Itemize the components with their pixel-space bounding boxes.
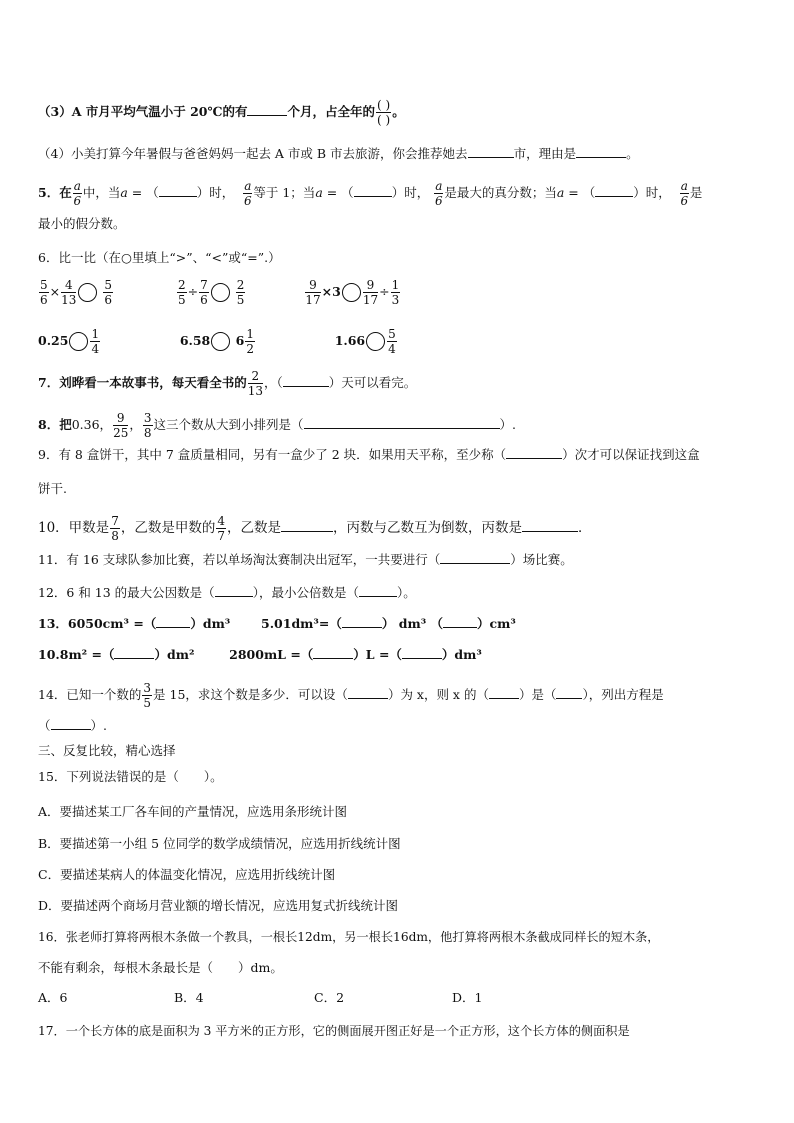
q9-line-1: 9．有 8 盒饼干，其中 7 盒质量相同，另有一盒少了 2 块．如果用天平称，至少称（ ）次才可以保证找到这盒 [38, 447, 700, 462]
q13-blank-1[interactable] [156, 616, 190, 628]
q16-line-2: 不能有剩余，每根木条最长是（ ）dm。 [38, 960, 283, 975]
compare-circle[interactable] [366, 332, 385, 351]
q5-blank-2[interactable] [354, 185, 392, 197]
q16-option-d[interactable]: D．1 [452, 990, 483, 1005]
q13-line-1: 13．6050cm³ =（ ）dm³ 5.01dm³=（ ） dm³ （ ）cm³ [38, 616, 516, 631]
q14-line-2: （ ）. [38, 718, 107, 733]
q13-blank-4[interactable] [114, 647, 154, 659]
q12-blank-2[interactable] [359, 585, 397, 597]
q15-option-c[interactable]: C．要描述某病人的体温变化情况，应选用折线统计图 [38, 867, 336, 882]
q10-blank-1[interactable] [281, 520, 333, 532]
q4-blank-1[interactable] [468, 146, 514, 158]
q13-blank-2[interactable] [342, 616, 382, 628]
q12-line: 12．6 和 13 的最大公因数是（ ），最小公倍数是（ ）。 [38, 585, 416, 600]
q11-line: 11．有 16 支球队参加比赛，若以单场淘汰赛制决出冠军，一共要进行（ ）场比赛。 [38, 552, 573, 567]
q5-frac-2: $\frac{a}{6}$ [243, 179, 252, 208]
q16-options [38, 990, 482, 1006]
q5-line-1: 5．在 $\frac{a}{6}$ 中，当a = （ ）时， $\frac{a}{6}$ 等于 1；当a = （ ）时， $\frac{a}{6}$ 是最大的真分数；当a = （ ）时， $\frac{a}{6}$ 是 [38, 179, 703, 208]
section-3-heading: 三、反复比较，精心选择 [38, 743, 176, 758]
q5-frac-4: $\frac{a}{6}$ [680, 179, 689, 208]
q6-row-1: $\frac{5}{6}$ × $\frac{4}{13}$ $\frac{5}{6}$ $\frac{2}{5}$ ÷ $\frac{7}{6}$ $\frac{2}{5}$ $\frac{9}{17}$ ×3 $\frac{9}{17}$ ÷ $\frac{1}{3}$ [40, 278, 400, 307]
q15-option-d[interactable]: D．要描述两个商场月营业额的增长情况，应选用复式折线统计图 [38, 898, 399, 913]
q11-blank[interactable] [440, 552, 510, 564]
q7-blank[interactable] [283, 375, 329, 387]
q12-blank-1[interactable] [215, 585, 253, 597]
q4-line: （4）小美打算今年暑假与爸爸妈妈一起去 A 市或 B 市去旅游，你会推荐她去 市，理由是 。 [38, 146, 639, 161]
compare-circle[interactable] [342, 283, 361, 302]
q3-fraction[interactable]: ( ) ( ) [377, 98, 391, 127]
q3-line: （3）A 市月平均气温小于 20℃的有 个月，占全年的 ( ) ( ) 。 [38, 98, 405, 127]
q6-row-2: 0.25 $\frac{1}{4}$ 6.58 6 $\frac{1}{2}$ 1.66 $\frac{5}{4}$ [38, 327, 396, 356]
compare-circle[interactable] [69, 332, 88, 351]
repeating-decimal: 0.36 [71, 417, 100, 432]
q14-blank-2[interactable] [489, 687, 519, 699]
q5-frac-1: $\frac{a}{6}$ [73, 179, 82, 208]
q16-option-b[interactable]: B．4 [174, 990, 204, 1005]
q15-option-a[interactable]: A．要描述某工厂各车间的产量情况，应选用条形统计图 [38, 804, 348, 819]
q16-option-a[interactable]: A．6 [38, 990, 68, 1005]
q14-blank-4[interactable] [51, 718, 91, 730]
q3-blank-1[interactable] [247, 104, 287, 116]
q8-line: 8．把0.36， $\frac{9}{25}$ ， $\frac{3}{8}$ 这三个数从大到小排列是（ ）. [38, 411, 516, 440]
compare-circle[interactable] [211, 332, 230, 351]
q5-frac-3: $\frac{a}{6}$ [434, 179, 443, 208]
q5-line-2: 最小的假分数。 [38, 216, 126, 231]
q4-blank-2[interactable] [576, 146, 626, 158]
q5-blank-1[interactable] [159, 185, 197, 197]
q13-blank-3[interactable] [443, 616, 477, 628]
q9-line-2: 饼干. [38, 481, 67, 496]
compare-circle[interactable] [211, 283, 230, 302]
q6-title: 6．比一比（在○里填上“>”、“<”或“=”.） [38, 250, 281, 265]
q17-line-1: 17．一个长方体的底是面积为 3 平方米的正方形，它的侧面展开图正好是一个正方形，这个长方体的侧面积是 [38, 1024, 630, 1038]
q14-blank-3[interactable] [556, 687, 582, 699]
q10-line: 10．甲数是 $\frac{7}{8}$ ，乙数是甲数的 $\frac{4}{7}$ ，乙数是 ，丙数与乙数互为倒数，丙数是 ． [38, 514, 592, 543]
q16-line-1: 16．张老师打算将两根木条做一个教具，一根长12dm，另一根长16dm，他打算将两根木条截成同样长的短木条， [38, 930, 660, 944]
q13-blank-6[interactable] [402, 647, 442, 659]
q8-blank[interactable] [304, 417, 500, 429]
compare-circle[interactable] [78, 283, 97, 302]
q7-line: 7．刘晔看一本故事书，每天看全书的 $\frac{2}{13}$ ，（ ）天可以看完。 [38, 369, 417, 398]
q5-blank-3[interactable] [595, 185, 633, 197]
q15-option-b[interactable]: B．要描述第一小组 5 位同学的数学成绩情况，应选用折线统计图 [38, 836, 401, 851]
q14-line-1: 14．已知一个数的 $\frac{3}{5}$ 是 15，求这个数是多少．可以设（ ）为 x，则 x 的（ ）是（ ），列出方程是 [38, 681, 664, 710]
q13-line-2: 10.8m² =（ ）dm² 2800mL =（ ）L =（ ）dm³ [38, 647, 482, 662]
q15-stem: 15．下列说法错误的是（ ）。 [38, 769, 223, 784]
q13-blank-5[interactable] [313, 647, 353, 659]
q9-blank[interactable] [506, 447, 562, 459]
q10-blank-2[interactable] [522, 520, 578, 532]
q14-blank-1[interactable] [348, 687, 388, 699]
q16-option-c[interactable]: C．2 [314, 990, 345, 1005]
